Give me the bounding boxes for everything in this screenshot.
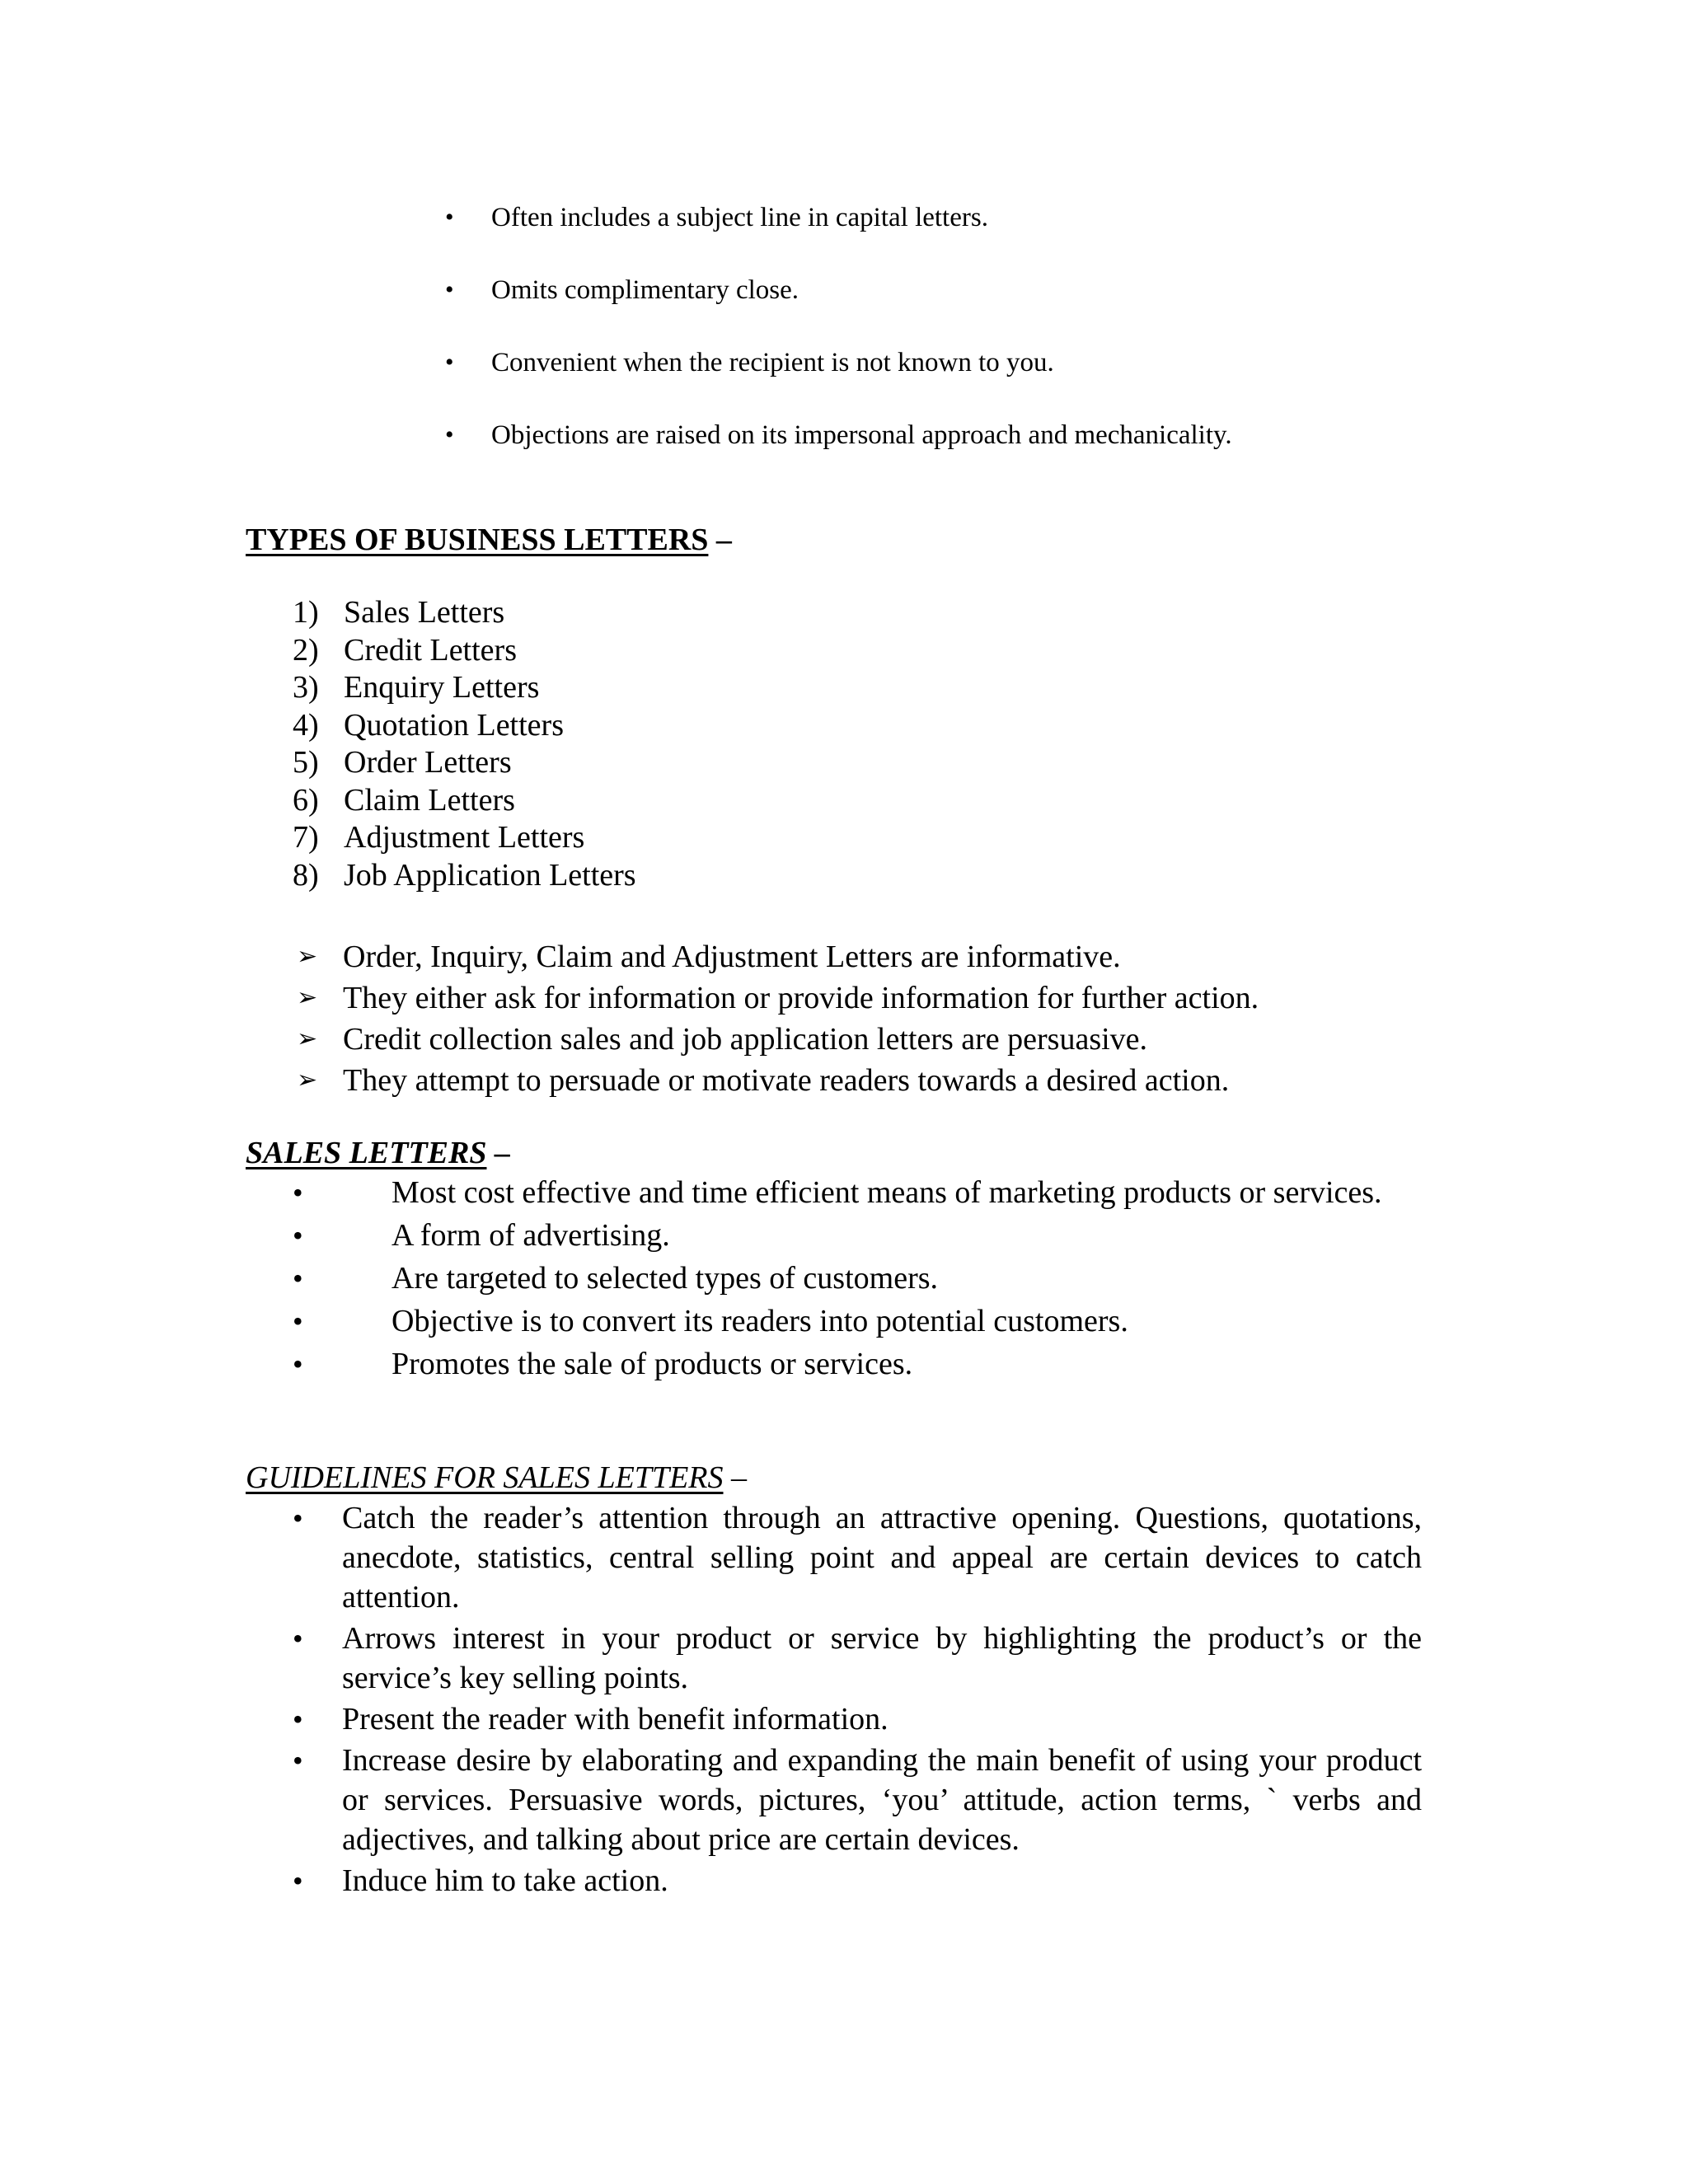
- list-item: [293, 1861, 1422, 1900]
- list-item: [293, 818, 636, 856]
- guidelines-list: [293, 1498, 1422, 1902]
- sales-letters-heading: [246, 1132, 510, 1174]
- bullet-icon: •: [293, 1864, 303, 1897]
- list-item-text: Objective is to convert its readers into potential customers.: [392, 1304, 1128, 1338]
- bullet-icon: •: [293, 1219, 303, 1252]
- list-number: 8): [293, 857, 319, 893]
- list-item: [297, 1019, 1451, 1060]
- list-item: [297, 1060, 1451, 1101]
- list-item-text: Job Application Letters: [344, 857, 636, 893]
- arrow-bullet-icon: ➢: [297, 984, 318, 1011]
- list-item: [297, 977, 1451, 1019]
- list-number: 7): [293, 820, 319, 855]
- list-item: [445, 414, 1434, 486]
- list-item: [293, 856, 636, 894]
- list-item: [445, 269, 1434, 341]
- arrow-bullet-icon: ➢: [297, 943, 318, 970]
- list-item: [293, 743, 636, 781]
- guidelines-heading: [246, 1457, 747, 1498]
- types-numbered-list: [293, 593, 636, 893]
- bullet-icon: •: [293, 1347, 303, 1380]
- list-number: 6): [293, 782, 319, 818]
- bullet-icon: •: [293, 1262, 303, 1295]
- list-item-text: Often includes a subject line in capital letters.: [491, 203, 988, 232]
- list-number: 5): [293, 745, 319, 780]
- list-item-text: Enquiry Letters: [344, 670, 540, 705]
- list-item-text: Omits complimentary close.: [491, 275, 799, 305]
- sales-heading-text: SALES LETTERS: [246, 1136, 487, 1170]
- list-item: [293, 668, 636, 706]
- list-item-text: Induce him to take action.: [342, 1863, 668, 1898]
- list-item: [445, 341, 1434, 414]
- types-heading: [246, 519, 732, 560]
- list-item-text: Arrows interest in your product or service by highlighting the product’s or the service’s key selling points.: [342, 1621, 1422, 1695]
- list-item: [445, 196, 1434, 269]
- list-number: 2): [293, 632, 319, 668]
- list-item: [293, 1301, 1422, 1341]
- list-item-text: A form of advertising.: [392, 1218, 670, 1253]
- list-item: [293, 1258, 1422, 1298]
- arrow-bullet-icon: ➢: [297, 1025, 318, 1052]
- list-item-text: Credit Letters: [344, 632, 517, 668]
- list-number: 3): [293, 670, 319, 705]
- heading-dash: –: [708, 523, 732, 557]
- list-item: [293, 1498, 1422, 1617]
- list-item-text: Present the reader with benefit information.: [342, 1702, 889, 1736]
- types-heading-text: TYPES OF BUSINESS LETTERS: [246, 523, 709, 557]
- list-item: [297, 936, 1451, 977]
- list-item-text: They either ask for information or provide information for further action.: [343, 981, 1259, 1015]
- list-item-text: Promotes the sale of products or services.: [392, 1347, 913, 1381]
- bullet-icon: •: [293, 1703, 303, 1736]
- list-item-text: Catch the reader’s attention through an attractive opening. Questions, quotations, anecdote, statistics, central selling point and appeal are certain devices to catch attention.: [342, 1501, 1422, 1615]
- list-item: [293, 781, 636, 819]
- bullet-icon: •: [293, 1744, 303, 1777]
- list-item-text: Most cost effective and time efficient means of marketing products or services.: [392, 1175, 1382, 1210]
- list-item-text: Sales Letters: [344, 595, 505, 630]
- list-item-text: They attempt to persuade or motivate readers towards a desired action.: [343, 1063, 1230, 1098]
- list-item-text: Credit collection sales and job application letters are persuasive.: [343, 1022, 1148, 1057]
- heading-dash: –: [723, 1460, 747, 1495]
- bullet-icon: •: [445, 349, 454, 376]
- list-item-text: Order Letters: [344, 745, 512, 780]
- bullet-icon: •: [445, 421, 454, 448]
- sales-letters-list: [293, 1173, 1422, 1387]
- arrow-point-list: [297, 936, 1451, 1101]
- bullet-icon: •: [445, 276, 454, 303]
- guidelines-heading-text: GUIDELINES FOR SALES LETTERS: [246, 1460, 724, 1495]
- list-item: [293, 706, 636, 744]
- list-number: 4): [293, 707, 319, 743]
- bullet-icon: •: [293, 1176, 303, 1209]
- top-bullet-list: [445, 196, 1434, 486]
- list-item-text: Convenient when the recipient is not known to you.: [491, 348, 1054, 377]
- arrow-bullet-icon: ➢: [297, 1066, 318, 1094]
- list-item-text: Quotation Letters: [344, 707, 564, 743]
- bullet-icon: •: [445, 204, 454, 231]
- list-item: [293, 593, 636, 631]
- list-item-text: Claim Letters: [344, 782, 515, 818]
- list-item: [293, 1741, 1422, 1859]
- list-item: [293, 1699, 1422, 1739]
- list-item-text: Increase desire by elaborating and expanding the main benefit of using your product or services. Persuasive words, pictures, ‘you’ attitude, action terms, ` verbs and adjectives, and talking about price are certain devices.: [342, 1743, 1422, 1857]
- list-number: 1): [293, 595, 319, 630]
- list-item-text: Objections are raised on its impersonal approach and mechanicality.: [491, 420, 1232, 450]
- list-item: [293, 1173, 1422, 1212]
- list-item-text: Adjustment Letters: [344, 820, 585, 855]
- bullet-icon: •: [293, 1305, 303, 1338]
- bullet-icon: •: [293, 1622, 303, 1655]
- list-item: [293, 1619, 1422, 1698]
- heading-dash: –: [486, 1136, 510, 1170]
- list-item-text: Are targeted to selected types of customers.: [392, 1261, 939, 1296]
- bullet-icon: •: [293, 1502, 303, 1535]
- list-item: [293, 1344, 1422, 1384]
- list-item: [293, 631, 636, 669]
- list-item: [293, 1216, 1422, 1255]
- list-item-text: Order, Inquiry, Claim and Adjustment Letters are informative.: [343, 940, 1121, 974]
